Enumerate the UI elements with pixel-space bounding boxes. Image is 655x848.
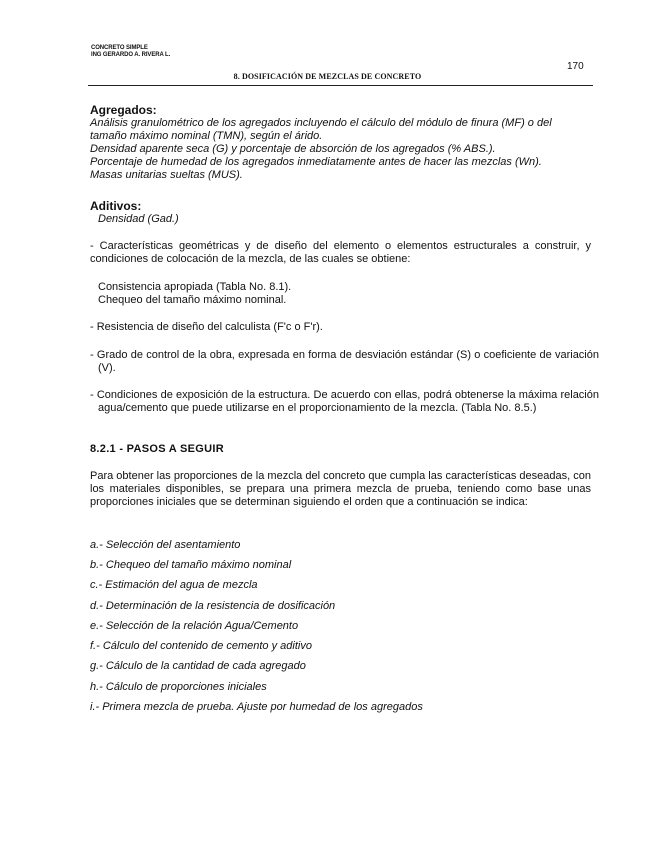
condiciones-item: - Condiciones de exposición de la estructura. De acuerdo con ellas, podrá obtenerse la máxima relación agua/cemento que puede utilizarse en el proporcionamiento de la mezcla. (Tabla No. 8.5.): [90, 389, 599, 414]
step-item: e.- Selección de la relación Agua/Cemento: [90, 620, 299, 632]
agregados-heading: Agregados:: [90, 103, 157, 117]
step-item: a.- Selección del asentamiento: [90, 539, 241, 551]
step-item: f.- Cálculo del contenido de cemento y aditivo: [90, 640, 312, 652]
step-item: g.- Cálculo de la cantidad de cada agregado: [90, 660, 306, 672]
aditivos-section: [90, 200, 591, 226]
agregados-section: [90, 104, 591, 182]
agregados-humedad: Porcentaje de humedad de los agregados inmediatamente antes de hacer las mezclas (Wn).: [90, 156, 542, 168]
step-item: c.- Estimación del agua de mezcla: [90, 579, 258, 591]
aditivos-densidad: Densidad (Gad.): [98, 213, 179, 225]
agregados-densidad: Densidad aparente seca (G) y porcentaje de absorción de los agregados (% ABS.).: [90, 143, 496, 155]
header-divider: [88, 85, 593, 86]
header-course-title: CONCRETO SIMPLE: [91, 45, 148, 51]
agregados-granulometria: Análisis granulométrico de los agregados incluyendo el cálculo del módulo de finura (MF) o del tamaño máximo nominal (TMN), según el árido.: [90, 117, 552, 142]
step-item: b.- Chequeo del tamaño máximo nominal: [90, 559, 292, 571]
step-item: i.- Primera mezcla de prueba. Ajuste por humedad de los agregados: [90, 701, 423, 713]
header-author: ING GERARDO A. RIVERA L.: [91, 52, 171, 58]
resistencia-item: - Resistencia de diseño del calculista (F'c o F'r).: [90, 321, 323, 333]
agregados-masas: Masas unitarias sueltas (MUS).: [90, 169, 243, 181]
caracteristicas-chequeo: Chequeo del tamaño máximo nominal.: [98, 294, 287, 306]
grado-control-item: - Grado de control de la obra, expresada en forma de desviación estándar (S) o coeficiente de variación (V).: [90, 349, 599, 374]
page-number: 170: [567, 61, 584, 72]
section-heading: 8.2.1 - PASOS A SEGUIR: [90, 443, 224, 455]
section-paragraph: Para obtener las proporciones de la mezcla del concreto que cumpla las características deseadas, con los materiales disponibles, se prepara una primera mezcla de prueba, teniendo como base unas proporciones iniciales que se determinan siguiendo el orden que a continuación se indica:: [90, 470, 591, 508]
step-item: d.- Determinación de la resistencia de dosificación: [90, 600, 336, 612]
chapter-title: 8. DOSIFICACIÓN DE MEZCLAS DE CONCRETO: [233, 72, 422, 81]
aditivos-heading: Aditivos:: [90, 199, 142, 213]
caracteristicas-consistencia: Consistencia apropiada (Tabla No. 8.1).: [98, 281, 292, 293]
step-item: h.- Cálculo de proporciones iniciales: [90, 681, 267, 693]
caracteristicas-paragraph: - Características geométricas y de diseño del elemento o elementos estructurales a construir, y condiciones de colocación de la mezcla, de las cuales se obtiene:: [90, 240, 591, 265]
